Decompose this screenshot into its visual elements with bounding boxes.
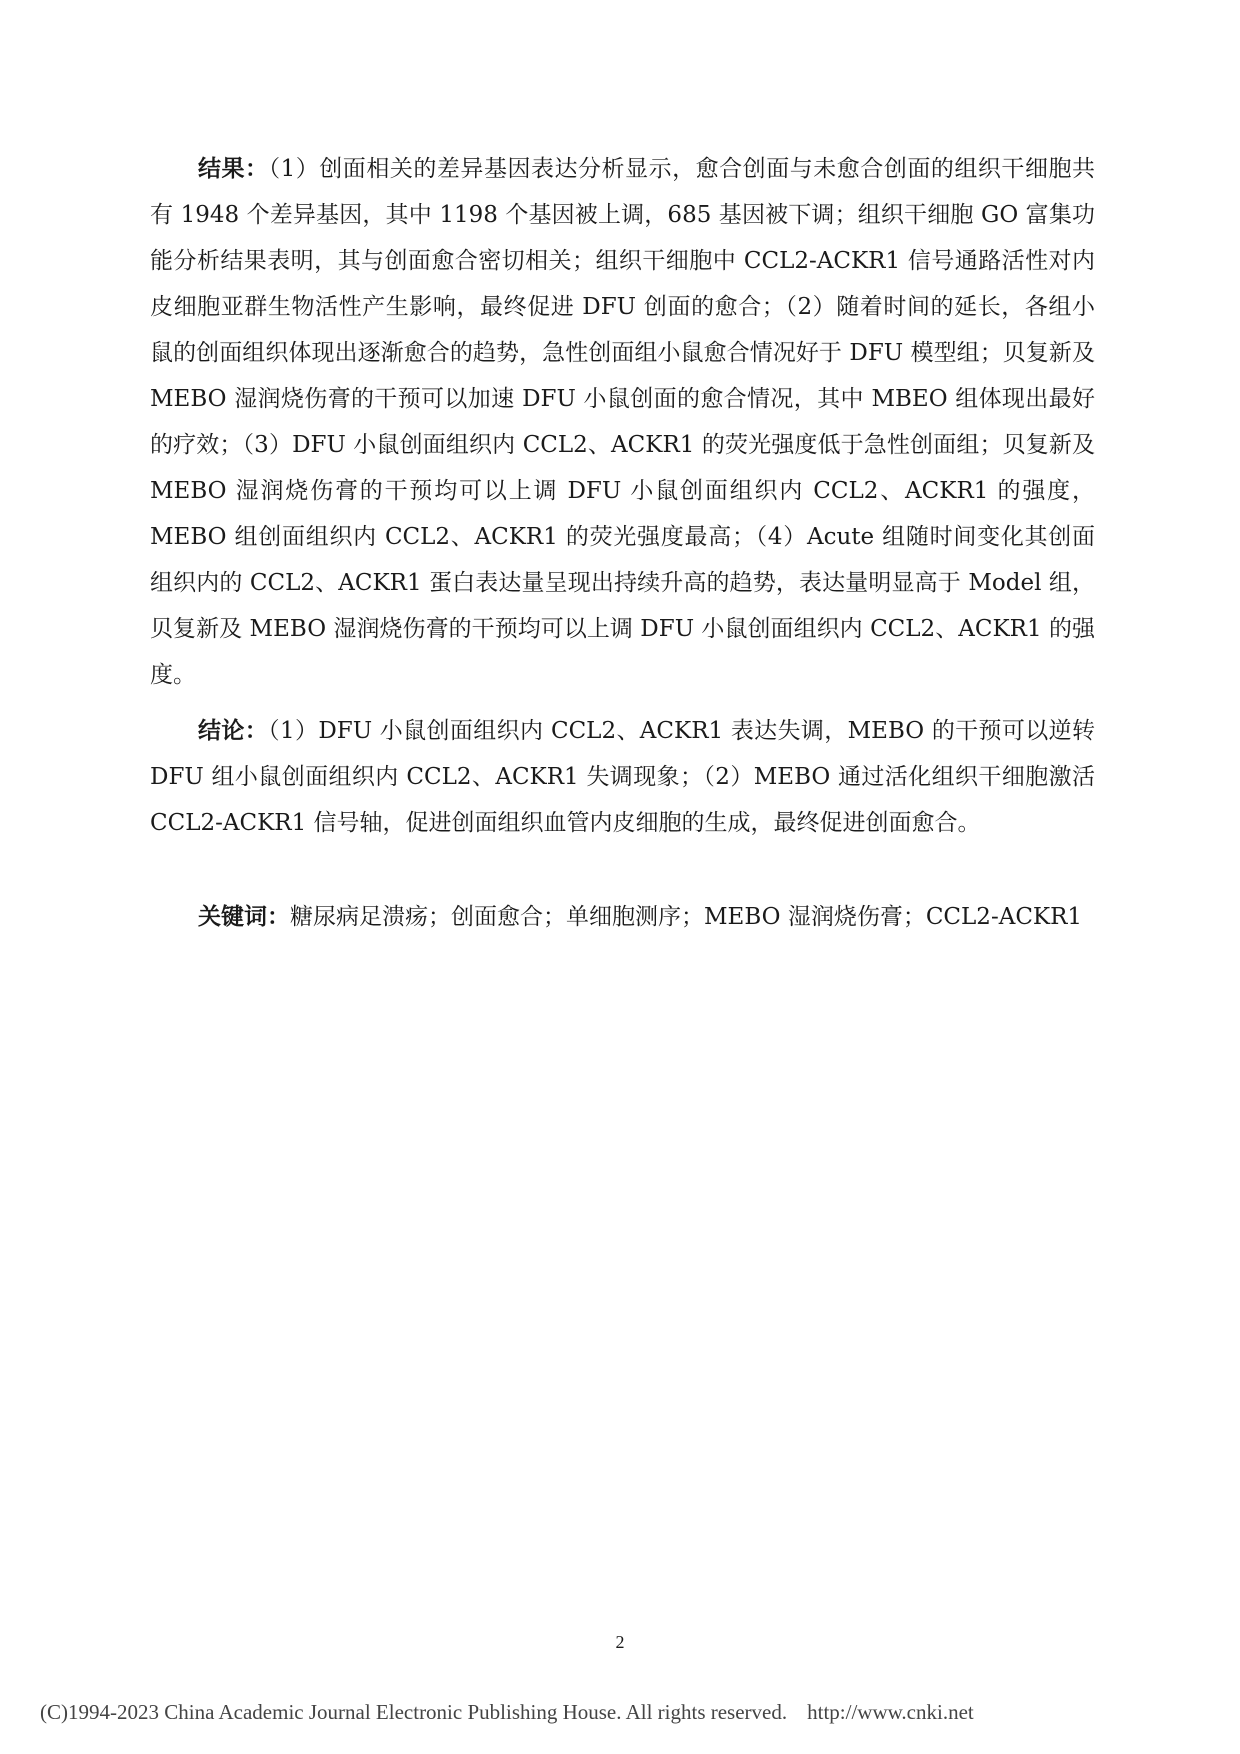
keywords-label: 关键词： xyxy=(198,903,290,930)
results-text: （1）创面相关的差异基因表达分析显示，愈合创面与未愈合创面的组织干细胞共有 1948 个差异基因，其中 1198 个基因被上调，685 基因被下调；组织干细胞 GO 富集功能分析结果表明，其与创面愈合密切相关；组织干细胞中 CCL2-ACKR1 信号通路活性对内皮细胞亚群生物活性产生影响，最终促进 DFU 创面的愈合；（2）随着时间的延长，各组小鼠的创面组织体现出逐渐愈合的趋势，急性创面组小鼠愈合情况好于 DFU 模型组；贝复新及 MEBO 湿润烧伤膏的干预可以加速 DFU 小鼠创面的愈合情况，其中 MBEO 组体现出最好的疗效；（3）DFU 小鼠创面组织内 CCL2、ACKR1 的荧光强度低于急性创面组；贝复新及 MEBO 湿润烧伤膏的干预均可以上调 DFU 小鼠创面组织内 CCL2、ACKR1 的强度，MEBO 组创面组织内 CCL2、ACKR1 的荧光强度最高；（4）Acute 组随时间变化其创面组织内的 CCL2、ACKR1 蛋白表达量呈现出持续升高的趋势，表达量明显高于 Model 组，贝复新及 MEBO 湿润烧伤膏的干预均可以上调 DFU 小鼠创面组织内 CCL2、ACKR1 的强度。 xyxy=(150,156,1096,688)
paragraph-spacer xyxy=(150,698,1095,708)
results-label: 结果： xyxy=(198,155,269,182)
section-spacer xyxy=(150,846,1095,894)
keywords-paragraph xyxy=(150,894,1095,940)
footer xyxy=(40,1700,974,1725)
results-paragraph xyxy=(150,146,1095,698)
page-number: 2 xyxy=(615,1632,625,1652)
footer-copyright: (C)1994-2023 China Academic Journal Electronic Publishing House. All rights reserved. xyxy=(40,1700,788,1724)
conclusion-text: （1）DFU 小鼠创面组织内 CCL2、ACKR1 表达失调，MEBO 的干预可以逆转 DFU 组小鼠创面组织内 CCL2、ACKR1 失调现象；（2）MEBO 通过活化组织干细胞激活 CCL2-ACKR1 信号轴，促进创面组织血管内皮细胞的生成，最终促进创面愈合。 xyxy=(150,718,1095,836)
document-body xyxy=(150,146,1095,940)
footer-url: http://www.cnki.net xyxy=(807,1700,974,1724)
keywords-text: 糖尿病足溃疡；创面愈合；单细胞测序；MEBO 湿润烧伤膏；CCL2-ACKR1 xyxy=(290,904,1083,930)
conclusion-label: 结论： xyxy=(198,717,269,744)
conclusion-paragraph xyxy=(150,708,1095,846)
